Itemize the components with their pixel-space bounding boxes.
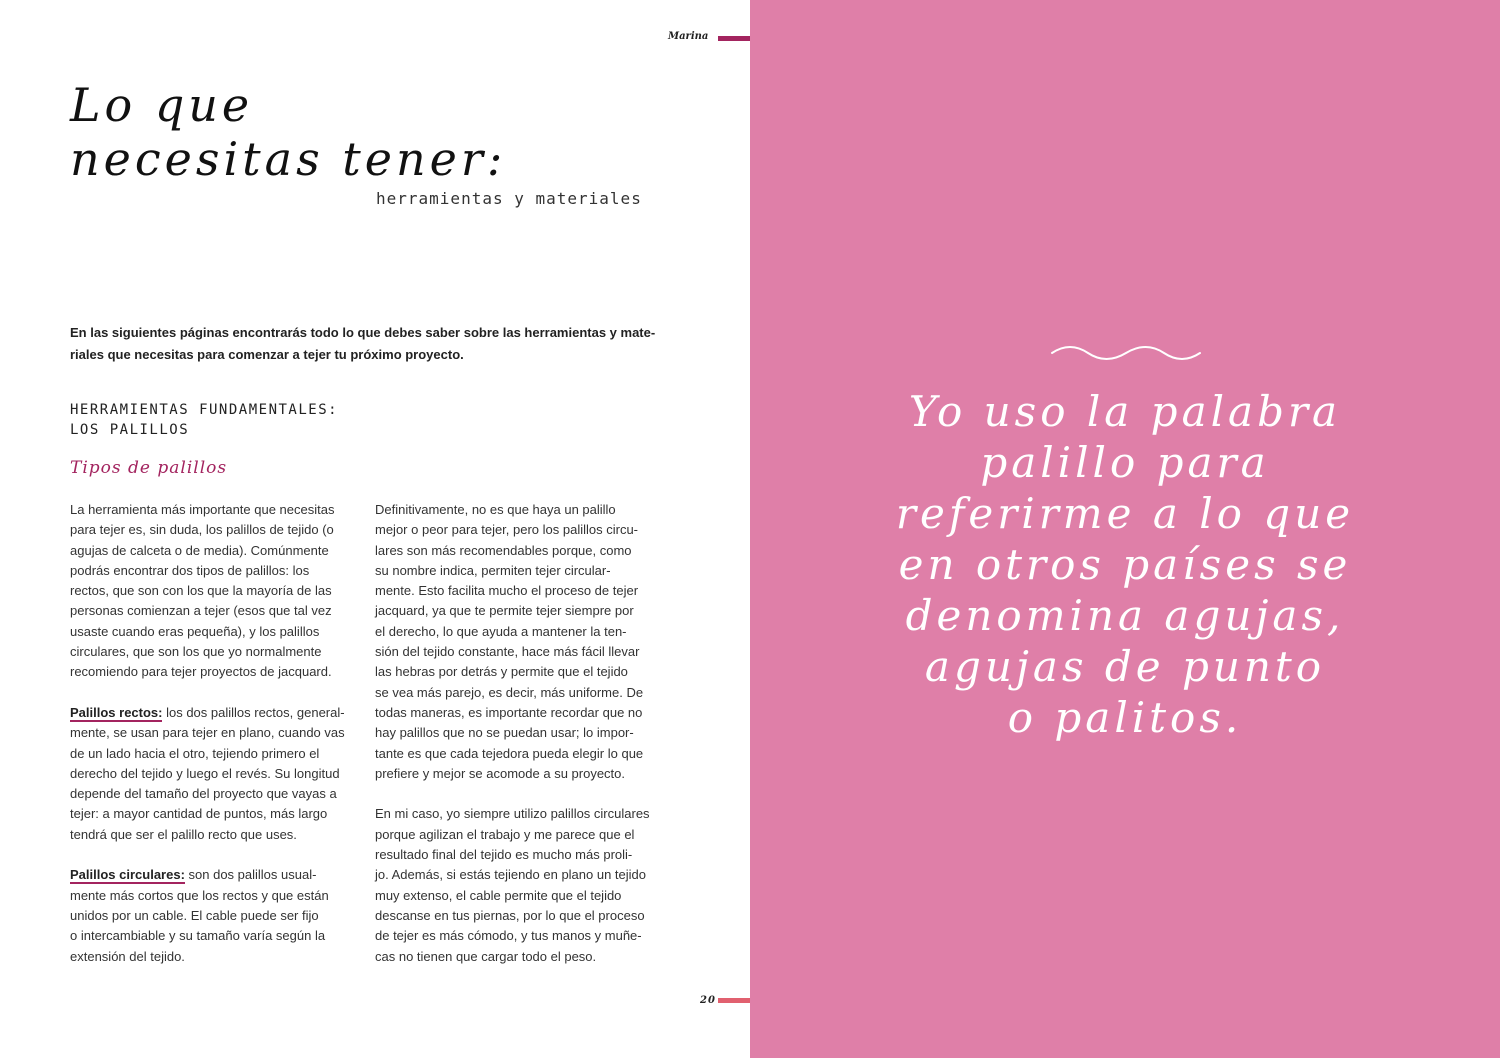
text-line: jacquard, ya que te permite tejer siempre por [375,603,634,619]
section-heading [70,400,338,440]
text-line: lares son más recomendables porque, como [375,542,632,558]
quote-line: denomina agujas, [905,591,1345,640]
term-straight-needles: Palillos rectos: [70,704,163,720]
page-number: 20 [700,995,716,1006]
text-line: su nombre indica, permiten tejer circular- [375,562,611,578]
text-line: o intercambiable y su tamaño varía según la [70,928,326,944]
text-line: cas no tienen que cargar todo el peso. [375,948,597,964]
text-line: podrás encontrar dos tipos de palillos: los [70,562,310,578]
text-line: En mi caso, yo siempre utilizo palillos circulares [375,806,650,822]
text-line: rectos, que son con los que la mayoría de las [70,583,332,599]
paragraph [375,500,663,784]
intro-paragraph [70,322,662,366]
text-line: mejor o peor para tejer, pero los palillos circu- [375,522,639,538]
term-circular-needles: Palillos circulares: [70,867,185,883]
text-line: depende del tamaño del proyecto que vayas a [70,786,337,802]
text-line: porque agilizan el trabajo y me parece que el [375,826,635,842]
page-title [70,78,506,186]
text-line: circulares, que son los que yo normalmente [70,644,322,660]
text-fragment: los dos palillos rectos, general- [162,704,345,720]
text-line: para tejer es, sin duda, los palillos de tejido (o [70,522,334,538]
text-line: Definitivamente, no es que haya un palillo [375,502,616,517]
text-line: derecho del tejido y luego el revés. Su longitud [70,765,340,781]
text-line [70,703,358,723]
text-line: La herramienta más importante que necesitas [70,502,335,517]
text-line [70,865,358,885]
text-column-left [70,500,358,987]
text-line: resultado final del tejido es mucho más proli- [375,847,633,863]
section-heading-line: HERRAMIENTAS FUNDAMENTALES: [70,402,339,418]
page-subtitle: herramientas y materiales [376,189,642,208]
paragraph [70,500,358,683]
intro-line: En las siguientes páginas encontrarás todo lo que debes saber sobre las herramientas y mate- [70,325,656,340]
paragraph [375,804,663,966]
text-line: mente, se usan para tejer en plano, cuando vas [70,725,345,741]
title-line: Lo que [70,78,254,132]
text-line: de tejer es más cómodo, y tus manos y muñe- [375,928,642,944]
quote-line: palillo para [980,438,1270,487]
text-line: recomiendo para tejer proyectos de jacquard. [70,664,332,680]
text-line: extensión del tejido. [70,948,185,964]
quote-line: agujas de punto [924,642,1326,691]
text-line: hay palillos que no se puedan usar; lo impor- [375,725,634,741]
text-line: agujas de calceta o de media). Comúnmente [70,542,329,558]
text-line: tendrá que ser el palillo recto que uses. [70,826,297,842]
text-line: personas comienzan a tejer (esos que tal vez [70,603,332,619]
header-accent-bar [718,36,750,41]
pull-quote [750,386,1500,743]
quote-line: referirme a lo que [895,489,1355,538]
paragraph [70,703,358,845]
wave-ornament-icon [1050,344,1202,362]
text-line: el derecho, lo que ayuda a mantener la ten- [375,623,627,639]
text-line: muy extenso, el cable permite que el tejido [375,887,622,903]
quote-line: en otros países se [898,540,1352,589]
footer-accent-bar [718,998,750,1003]
text-line: tante es que cada tejedora pueda elegir lo que [375,745,644,761]
text-line: mente más cortos que los rectos y que están [70,887,329,903]
text-line: prefiere y mejor se acomode a su proyecto. [375,765,626,781]
section-heading-line: LOS PALILLOS [70,422,190,438]
title-line: necesitas tener: [70,132,507,186]
text-fragment: son dos palillos usual- [184,867,317,883]
text-line: las hebras por detrás y permite que el tejido [375,664,628,680]
sub-heading: Tipos de palillos [70,458,228,478]
text-line: sión del tejido constante, hace más fácil llevar [375,644,640,660]
text-line: todas maneras, es importante recordar que no [375,704,643,720]
paragraph [70,865,358,966]
text-line: unidos por un cable. El cable puede ser fijo [70,907,319,923]
quote-line: o palitos. [1007,693,1243,742]
text-line: descanse en tus piernas, por lo que el proceso [375,907,645,923]
text-line: se vea más parejo, es decir, más uniforme. De [375,684,644,700]
text-line: usaste cuando eras pequeña), y los palillos [70,623,320,639]
text-line: tejer: a mayor cantidad de puntos, más largo [70,806,328,822]
intro-line: riales que necesitas para comenzar a tejer tu próximo proyecto. [70,347,464,362]
text-column-right [375,500,663,987]
quote-line: Yo uso la palabra [908,387,1342,436]
text-line: jo. Además, si estás tejiendo en plano un tejido [375,867,647,883]
text-line: mente. Esto facilita mucho el proceso de tejer [375,583,639,599]
running-header: Marina [668,31,709,42]
text-line: de un lado hacia el otro, tejiendo primero el [70,745,320,761]
right-page [750,0,1500,1058]
